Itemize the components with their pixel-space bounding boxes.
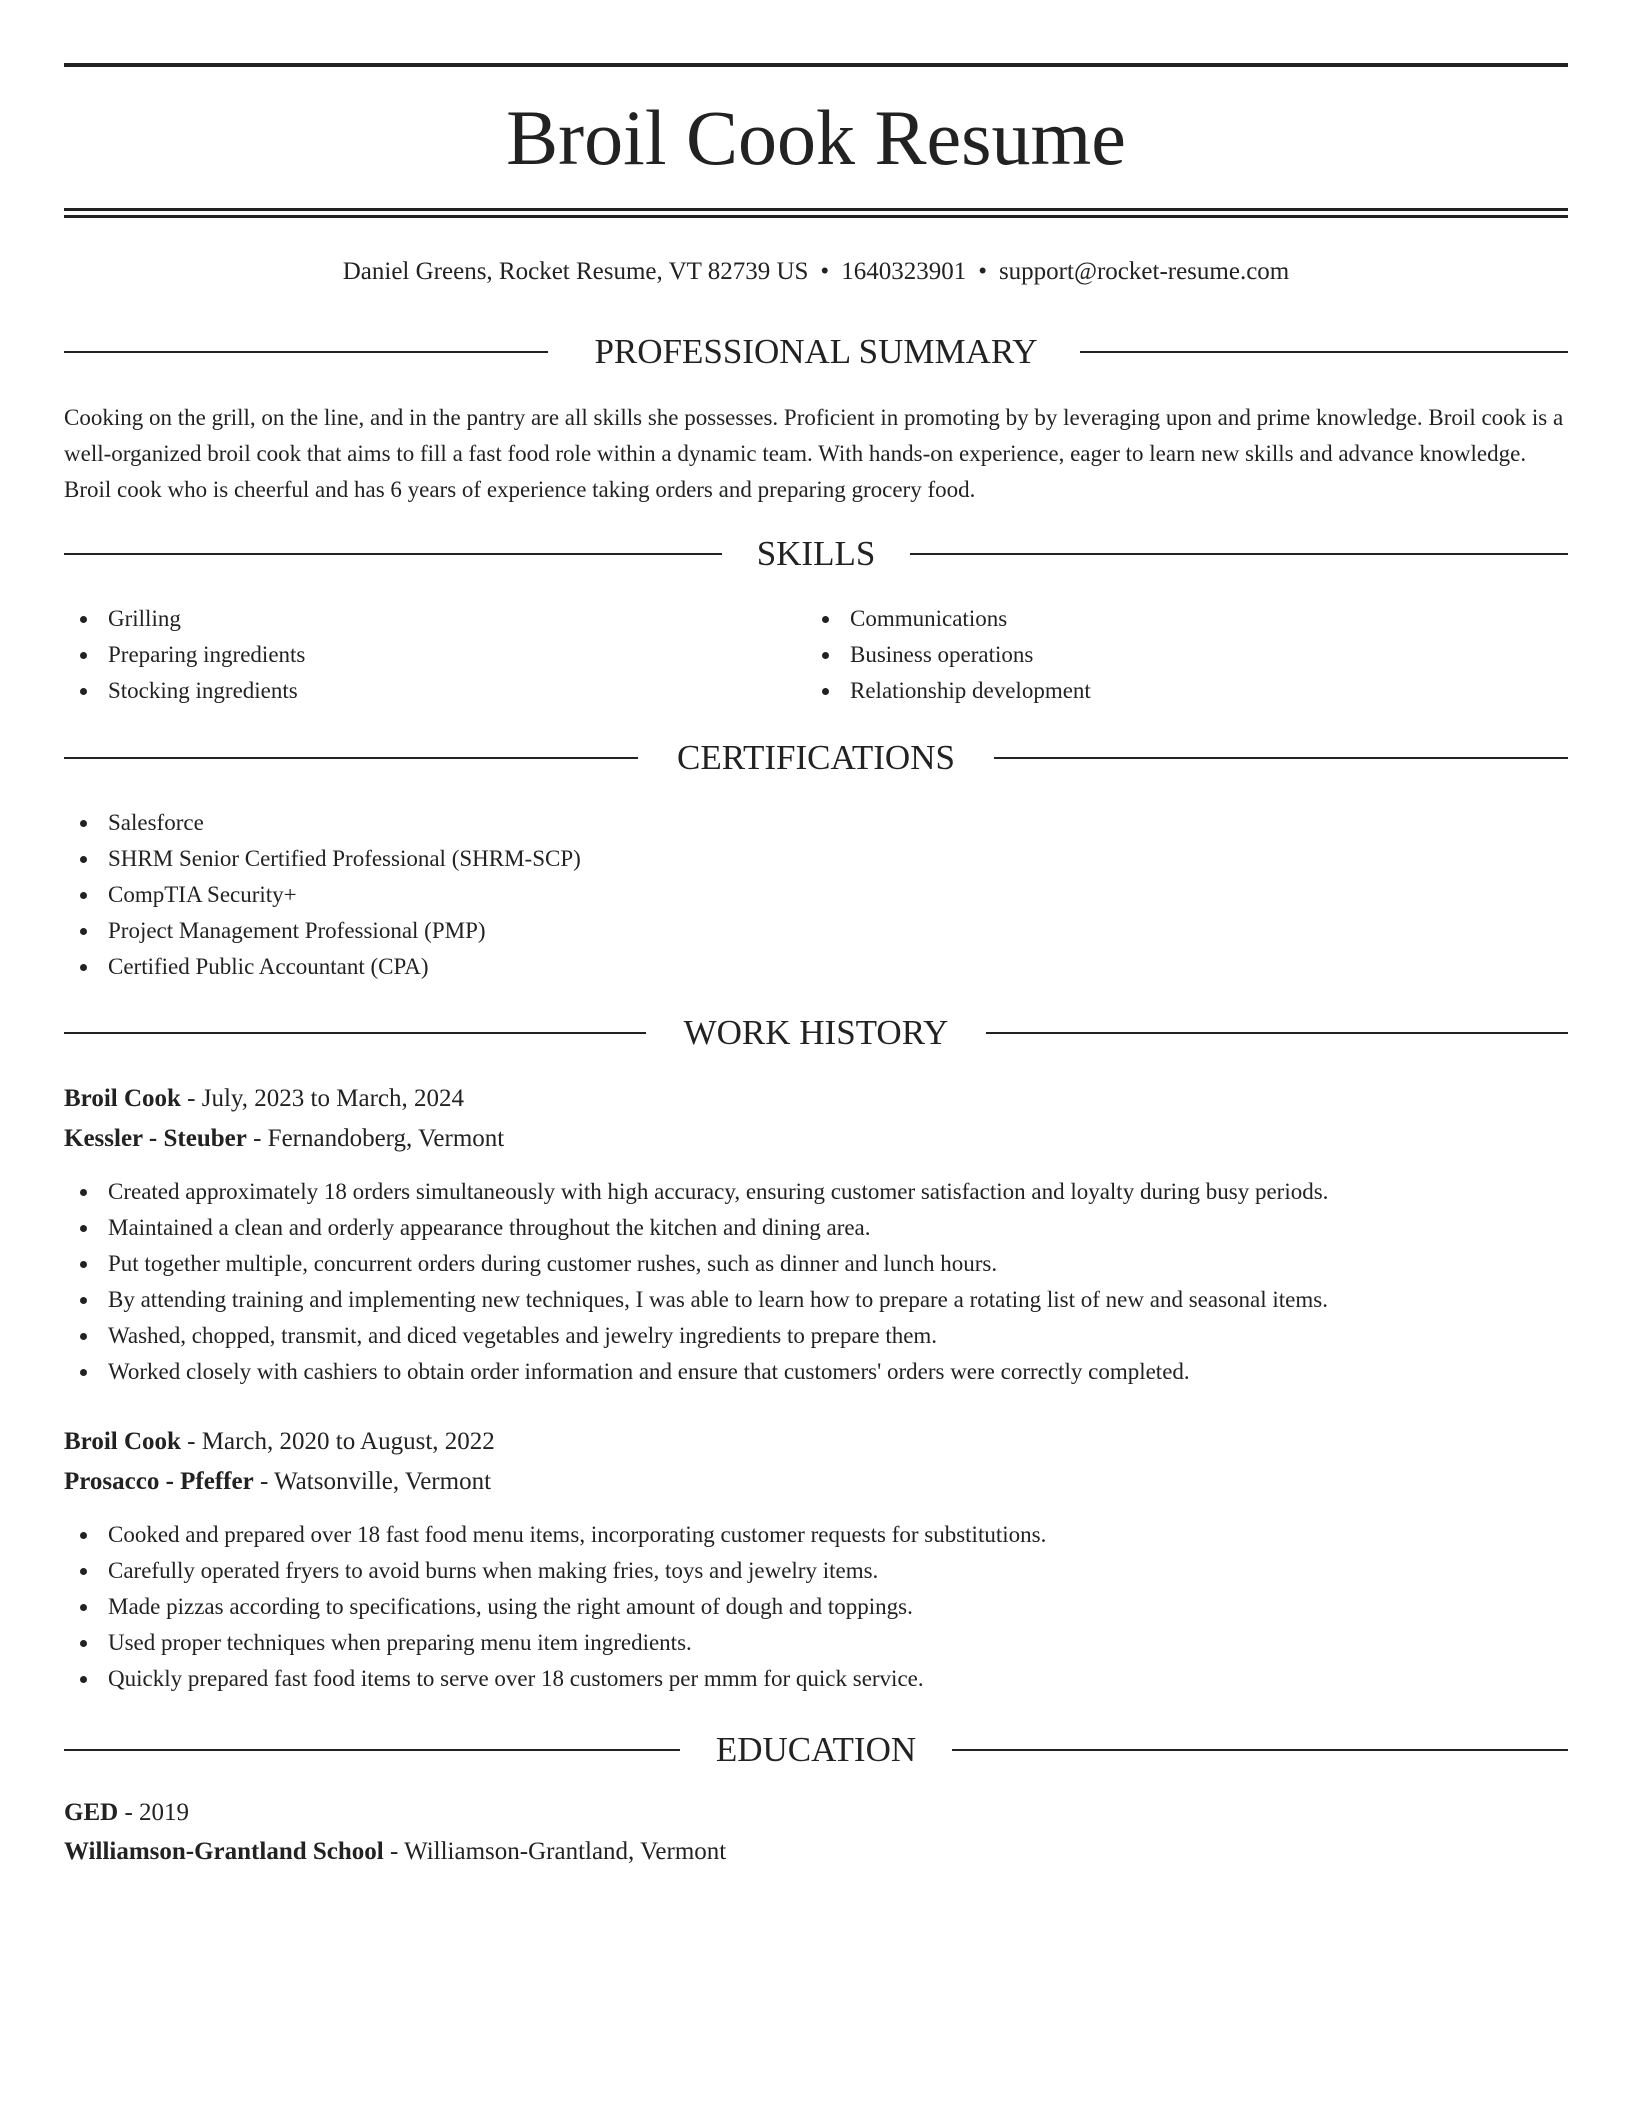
section-header-summary [64, 332, 1568, 372]
job-location: - Fernandoberg, Vermont [253, 1125, 505, 1152]
job-bullet: Used proper techniques when preparing menu item ingredients. [64, 1625, 1568, 1661]
skill-item: Business operations [806, 637, 1546, 673]
job-bullet: Worked closely with cashiers to obtain order information and ensure that customers' orders were correctly completed. [64, 1354, 1568, 1390]
education-school-line [64, 1833, 1568, 1871]
job-title-line [64, 1423, 1568, 1461]
section-title-certifications: CERTIFICATIONS [644, 738, 988, 777]
certification-item: Certified Public Accountant (CPA) [64, 949, 1568, 985]
section-title-work-history: WORK HISTORY [651, 1013, 982, 1052]
job-employer-line [64, 1463, 1568, 1501]
section-header-skills [64, 534, 1568, 574]
certification-item: Project Management Professional (PMP) [64, 913, 1568, 949]
section-title-skills: SKILLS [724, 534, 909, 573]
education-degree: GED [64, 1799, 119, 1826]
job-bullet: By attending training and implementing new techniques, I was able to learn how to prepare a rotating list of new and seasonal items. [64, 1282, 1568, 1318]
job-dates: - July, 2023 to March, 2024 [187, 1085, 464, 1112]
contact-email: support@rocket-resume.com [998, 258, 1290, 285]
job-bullet: Created approximately 18 orders simultaneously with high accuracy, ensuring customer satisfaction and loyalty during busy periods. [64, 1174, 1568, 1210]
job-title-line [64, 1080, 1568, 1118]
contact-separator: • [820, 258, 830, 285]
education-location: - Williamson-Grantland, Vermont [390, 1838, 727, 1865]
job-bullets [64, 1174, 1568, 1390]
summary-text: Cooking on the grill, on the line, and in the pantry are all skills she possesses. Proficient in promoting by by leveraging upon and prime knowledge. Broil cook is a well-organized broil cook that aims to fill a fast food role within a dynamic team. With hands-on experience, eager to learn new skills and advance knowledge. Broil cook who is cheerful and has 6 years of experience taking orders and preparing grocery food. [64, 405, 1564, 502]
section-header-certifications [64, 738, 1568, 778]
skill-item: Relationship development [806, 673, 1546, 709]
section-title-summary: PROFESSIONAL SUMMARY [561, 332, 1070, 371]
education-school: Williamson-Grantland School [64, 1838, 384, 1865]
title-double-rule [64, 208, 1568, 218]
section-header-work-history [64, 1013, 1568, 1053]
certification-item: Salesforce [64, 805, 1568, 841]
contact-address: Daniel Greens, Rocket Resume, VT 82739 US [342, 258, 809, 285]
certification-item: SHRM Senior Certified Professional (SHRM-SCP) [64, 841, 1568, 877]
job-dates: - March, 2020 to August, 2022 [187, 1428, 495, 1455]
skill-item: Preparing ingredients [64, 637, 804, 673]
skills-list-right [806, 601, 1546, 709]
job-title: Broil Cook [64, 1428, 181, 1455]
job-employer-line [64, 1120, 1568, 1158]
job-bullet: Put together multiple, concurrent orders during customer rushes, such as dinner and lunch hours. [64, 1246, 1568, 1282]
job-bullet: Cooked and prepared over 18 fast food menu items, incorporating customer requests for substitutions. [64, 1517, 1568, 1553]
certification-item: CompTIA Security+ [64, 877, 1568, 913]
job-bullet: Maintained a clean and orderly appearance throughout the kitchen and dining area. [64, 1210, 1568, 1246]
skill-item: Stocking ingredients [64, 673, 804, 709]
job-bullet: Washed, chopped, transmit, and diced vegetables and jewelry ingredients to prepare them. [64, 1318, 1568, 1354]
section-title-education: EDUCATION [683, 1730, 949, 1769]
contact-separator: • [978, 258, 987, 285]
skill-item: Grilling [64, 601, 804, 637]
job-employer: Prosacco - Pfeffer [64, 1468, 254, 1495]
education-year: - 2019 [124, 1799, 190, 1826]
education-degree-line [64, 1794, 1568, 1832]
job-bullets [64, 1517, 1568, 1697]
skills-list-left [64, 601, 804, 709]
contact-phone: 1640323901 [841, 258, 967, 285]
job-location: - Watsonville, Vermont [259, 1468, 492, 1495]
job-employer: Kessler - Steuber [64, 1125, 247, 1152]
section-header-education [64, 1730, 1568, 1770]
skill-item: Communications [806, 601, 1546, 637]
resume-title: Broil Cook Resume [506, 94, 1126, 181]
job-bullet: Carefully operated fryers to avoid burns when making fries, toys and jewelry items. [64, 1553, 1568, 1589]
job-title: Broil Cook [64, 1085, 181, 1112]
job-bullet: Quickly prepared fast food items to serve over 18 customers per mmm for quick service. [64, 1661, 1568, 1697]
certifications-list [64, 805, 1568, 985]
job-bullet: Made pizzas according to specifications, using the right amount of dough and toppings. [64, 1589, 1568, 1625]
contact-line [64, 255, 1568, 289]
top-rule [64, 63, 1568, 67]
